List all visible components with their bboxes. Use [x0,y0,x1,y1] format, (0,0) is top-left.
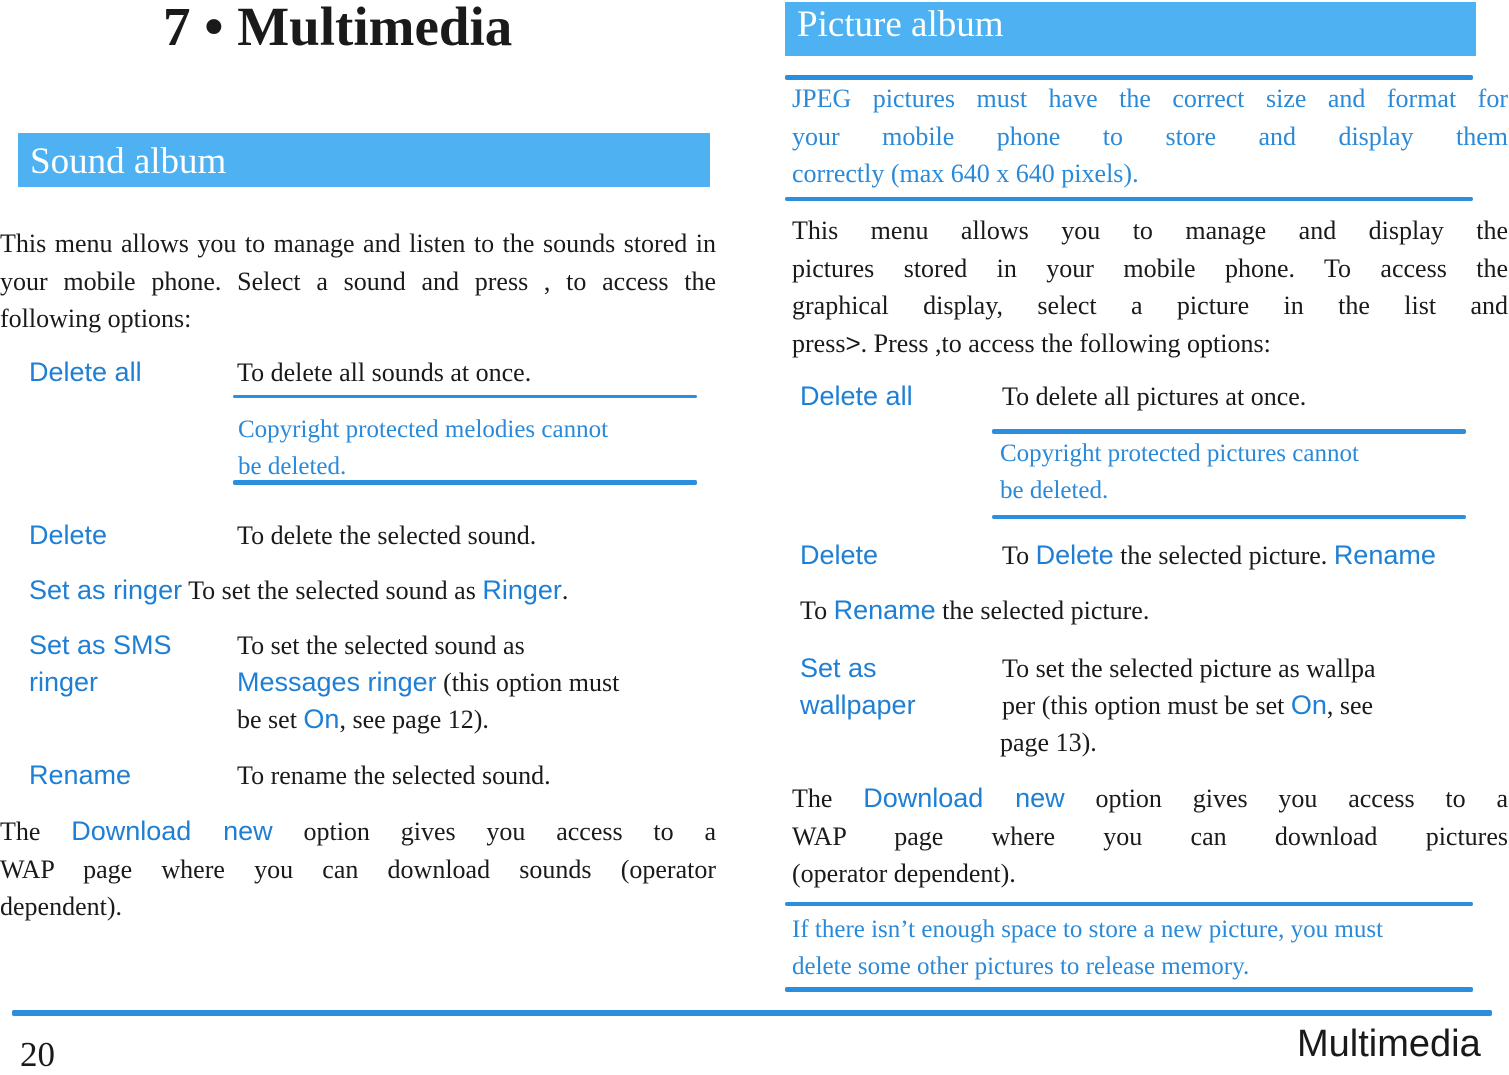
note-rule-bottom [233,480,697,485]
picture-option-delete-all-desc: To delete all pictures at once. [1002,382,1307,411]
picture-option-rename-desc [800,592,1149,629]
rename-link: Rename [833,595,936,625]
footer-section-title: Multimedia [1297,1023,1481,1065]
desc-text: To [1002,541,1030,570]
picture-option-delete [800,537,1505,577]
para-text: press [792,328,846,358]
memory-space-note [792,911,1508,985]
note-line: delete some other pictures to release memory. [792,953,1250,980]
desc-text: , see [1326,691,1374,720]
sound-option-set-as-ringer [29,572,719,609]
picture-option-delete-all-label: Delete all [800,381,913,411]
para-line: pictures stored in your mobile phone. To access the [792,253,1508,283]
note-line: Copyright protected pictures cannot [1000,440,1359,467]
label-line: ringer [29,667,99,697]
para-text: option gives you access to a [303,817,717,846]
desc-line [1002,687,1482,724]
para-line: WAP page where you can download sounds (operator [0,854,716,884]
sound-album-title: Sound album [30,141,227,182]
sound-option-rename-label: Rename [29,760,132,790]
on-link: On [1290,690,1327,720]
footer-rule [12,1010,1492,1016]
desc-text: the selected picture. [1120,541,1328,570]
note-line: be deleted. [238,453,347,480]
sound-option-rename [29,757,709,797]
download-new-link: Download new [863,783,1065,813]
messages-ringer-link: Messages ringer [237,667,437,697]
sound-option-delete-all-label: Delete all [29,357,142,387]
sound-option-set-as-ringer-desc: To set the selected sound as [188,576,483,605]
para-text: option gives you access to a [1095,784,1509,813]
note-line: JPEG pictures must have the correct size and format for [792,84,1508,113]
pic-note-rule-bottom [992,515,1466,519]
picture-option-delete-label: Delete [800,540,879,570]
note-rule-top [233,395,697,398]
desc-text: (this option must [436,668,620,697]
desc-text: per (this option must be set [1002,691,1285,720]
jpeg-size-note [792,80,1508,193]
jpeg-note-rule-bottom [785,197,1473,201]
desc-text: To [800,596,828,625]
para-text: . Press ,to access the following options: [860,328,1271,358]
right-arrow-key: > [845,327,861,358]
space-note-rule-top [785,902,1473,906]
desc-text: , see page 12). [339,705,489,734]
para-line: graphical display, select a picture in the list and [792,291,1508,320]
sound-option-set-as-sms-ringer [29,627,709,742]
picture-album-intro [792,212,1508,362]
note-line: be deleted. [1000,477,1109,504]
sound-option-delete-label: Delete [29,520,108,550]
sound-option-delete-all-desc: To delete all sounds at once. [237,358,532,387]
desc-line: page 13). [1000,728,1097,757]
picture-album-banner [785,2,1476,56]
punct: . [561,576,569,605]
picture-option-delete-desc [1002,537,1436,574]
on-link: On [303,704,340,734]
label-line: wallpaper [800,690,916,720]
sound-album-intro: This menu allows you to manage and listen to the sounds stored in your mobile phone. Select a sound and press , to access the following options: [0,229,716,333]
para-line [0,813,716,851]
note-line: your mobile phone to store and display them [792,121,1508,151]
desc-text: be set [237,705,304,734]
note-line: Copyright protected melodies cannot [238,416,609,443]
para-line: This menu allows you to manage and display the [792,216,1508,245]
note-line: If there isn’t enough space to store a new picture, you must [792,916,1384,943]
picture-option-rename-label: Rename [1333,540,1436,570]
sound-option-set-as-ringer-label: Set as ringer [29,575,183,605]
picture-album-title: Picture album [797,4,1004,45]
chapter-title: 7 • Multimedia [163,0,513,57]
pic-note-rule-top [992,429,1466,434]
sound-option-sms-ringer-desc [237,627,707,738]
picture-option-delete-all [800,378,1500,418]
pictures-copyright-note [1000,435,1470,509]
para-line [792,325,1508,363]
space-note-rule-bottom [785,987,1473,992]
label-line: Set as [800,653,877,683]
para-line: (operator dependent). [792,859,1016,888]
picture-option-set-as-wallpaper [800,650,1500,765]
sound-option-delete-desc: To delete the selected sound. [237,521,537,550]
label-line: Set as SMS [29,630,172,660]
download-new-link: Download new [71,816,273,846]
desc-line: To set the selected picture as wallpa [1002,654,1376,683]
sound-option-delete-all [29,354,709,394]
ringer-link: Ringer [482,575,562,605]
sound-album-banner [18,133,710,187]
sound-option-delete [29,517,709,557]
sound-option-rename-desc: To rename the selected sound. [237,761,551,790]
page-number: 20 [20,1035,55,1074]
desc-line [237,701,707,738]
desc-line: To set the selected sound as [237,631,525,660]
sound-option-sms-ringer-label [29,627,172,701]
desc-text: the selected picture. [942,596,1150,625]
delete-link: Delete [1035,540,1114,570]
para-text: The [792,784,833,813]
desc-line [237,664,707,701]
para-line: dependent). [0,892,123,921]
melodies-copyright-note [238,411,698,485]
sound-download-paragraph [0,813,716,926]
picture-option-wallpaper-desc [1002,650,1482,761]
picture-option-wallpaper-label [800,650,916,724]
para-line: WAP page where you can download pictures [792,821,1508,851]
para-text: The [0,817,41,846]
para-line [792,780,1508,818]
picture-download-paragraph [792,780,1508,893]
note-line: correctly (max 640 x 640 pixels). [792,159,1139,188]
